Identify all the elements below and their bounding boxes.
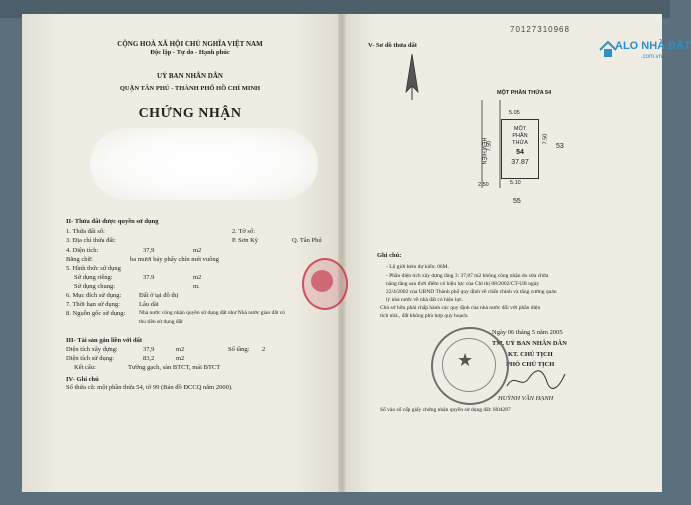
note-line-5: lý nhà nước về nhà đất có hiệu lực. — [386, 297, 464, 303]
neighbor-south: 55 — [513, 198, 521, 205]
issuing-committee: UỶ BAN NHÂN DÂN — [157, 72, 223, 80]
shared-use-unit: m. — [193, 283, 200, 290]
parcel-area: 37.87 — [511, 159, 529, 166]
serial-number: 70127310968 — [510, 25, 570, 34]
neighbor-east: 53 — [556, 143, 564, 150]
parcel-label-line2: PHẦN — [512, 133, 528, 139]
parcel-label-line3: THỬA — [512, 140, 528, 146]
private-use-label: Sử dụng riêng: — [74, 274, 113, 281]
term-value: Lâu dài — [139, 301, 159, 308]
document-title: CHỨNG NHẬN — [138, 106, 242, 121]
section-3-heading: III- Tài sản gắn liền với đất — [66, 337, 143, 344]
note-line-4: 22/4/2002 của UBND Thành phố quy định về chấn chỉnh và tăng cường quản — [386, 289, 557, 295]
alley-label: HẺM HIỆN — [480, 137, 487, 165]
origin-value-line1: Nhà nước công nhận quyền sử dụng đất như Nhà nước giao đất có — [139, 310, 285, 316]
signing-kt: KT. CHỦ TỊCH — [508, 351, 553, 358]
star-icon: ★ — [457, 350, 474, 370]
usable-area-unit: m2 — [176, 355, 185, 362]
floors-label: Số tầng: — [228, 346, 250, 353]
section-2-heading: II- Thửa đất được quyền sử dụng — [66, 218, 159, 225]
private-use-value: 37.9 — [143, 274, 155, 281]
building-area-label: Diện tích xây dựng: — [66, 346, 118, 353]
motto: Độc lập - Tự do - Hạnh phúc — [150, 49, 230, 56]
parcel-number-label: 1. Thửa đất số: — [66, 228, 105, 235]
nation-header: CỘNG HOÀ XÃ HỘI CHỦ NGHĨA VIỆT NAM — [117, 40, 263, 48]
dim-alley: 2.50 — [478, 182, 489, 188]
building-area-value: 37,9 — [143, 346, 155, 353]
purpose-label: 6. Mục đích sử dụng: — [66, 292, 122, 299]
watermark-site: .com.vn — [641, 54, 663, 60]
signing-vice: PHÓ CHỦ TỊCH — [506, 361, 555, 368]
structure-label: Kết cấu: — [74, 364, 96, 371]
red-seal-core — [311, 270, 333, 292]
usable-area-value: 83,2 — [143, 355, 155, 362]
area-words-label: Bằng chữ: — [66, 256, 93, 263]
note-line-6: Chủ sở hữu phải chấp hành các quy định của nhà nước đối với phần diện — [380, 305, 541, 311]
official-seal — [431, 327, 509, 405]
map-sheet-label: 2. Tờ số: — [232, 228, 256, 235]
origin-label: 8. Nguồn gốc sử dụng: — [66, 310, 126, 317]
address-district: Q. Tân Phú — [292, 237, 322, 244]
section-5-heading: V- Sơ đồ thửa đất — [368, 42, 417, 49]
dim-top: 5.05 — [509, 110, 520, 116]
watermark-brand: ALO NHÀ ĐẤT — [615, 40, 691, 52]
building-area-unit: m2 — [176, 346, 185, 353]
address-label: 3. Địa chỉ thửa đất: — [66, 237, 116, 244]
dim-left: 7.50 — [486, 140, 493, 152]
area-words-value: ba mươi bảy phẩy chín mét vuông — [130, 256, 219, 263]
issuing-district: QUẬN TÂN PHÚ - THÀNH PHỐ HỒ CHÍ MINH — [119, 85, 261, 92]
dim-right: 7.50 — [542, 133, 549, 145]
note-line-1: - Lộ giới hẻm dự kiến: 06M. — [386, 264, 449, 270]
purpose-value: Đất ở tại đô thị — [139, 292, 179, 299]
issue-date: Ngày 06 tháng 5 năm 2005 — [492, 329, 563, 336]
usage-form-label: 5. Hình thức sử dụng — [66, 265, 121, 272]
term-label: 7. Thời hạn sử dụng: — [66, 301, 120, 308]
alley-lines — [478, 100, 502, 190]
north-arrow-icon — [400, 52, 424, 102]
signer-name: HUỲNH VĂN HẠNH — [498, 395, 554, 402]
parcel-label-line1: MỘT — [513, 126, 527, 132]
usable-area-label: Diện tích sử dụng: — [66, 355, 115, 362]
signature — [505, 368, 567, 392]
shared-use-label: Sử dụng chung: — [74, 283, 116, 290]
registry-number: Số vào sổ cấp giấy chứng nhận quyền sử dụng đất: H04287 — [380, 407, 511, 413]
note-line-7: tích nhà , đất không phù hợp quy hoạch. — [380, 313, 469, 319]
area-label: 4. Diện tích: — [66, 247, 99, 254]
note-old-parcel: Số thửa cũ: một phần thửa 54, tờ 99 (Bản đồ ĐCCQ năm 2000). — [66, 384, 233, 391]
dim-bottom: 5.10 — [510, 180, 521, 186]
redacted-owner-area — [90, 128, 318, 200]
section-4-heading: IV- Ghi chú — [66, 376, 99, 383]
area-value: 37,9 — [143, 247, 155, 254]
origin-value-line2: thu tiền sử dụng đất — [139, 319, 183, 325]
note-line-2: - Phần diện tích xây dựng tầng 3: 37,87 m2 không công nhận do sửa chữa — [386, 273, 549, 279]
note-line-3: nâng tầng sau thời điểm có hiệu lực của Chỉ thị 08/2002/CT-UB ngày — [386, 281, 539, 287]
floors-value: 2 — [262, 346, 266, 353]
notes-title: Ghi chú: — [377, 252, 402, 259]
parcel-header: MỘT PHẦN THỬA 54 — [497, 90, 552, 96]
address-ward: P. Sơn Kỳ — [232, 237, 259, 244]
page-fold — [338, 14, 346, 492]
structure-value: Tường gạch, sàn BTCT, mái BTCT — [128, 364, 221, 371]
signing-committee: TM. UỶ BAN NHÂN DÂN — [492, 340, 567, 347]
private-use-unit: m2 — [193, 274, 202, 281]
area-unit: m2 — [193, 247, 202, 254]
parcel-number: 54 — [516, 149, 524, 156]
